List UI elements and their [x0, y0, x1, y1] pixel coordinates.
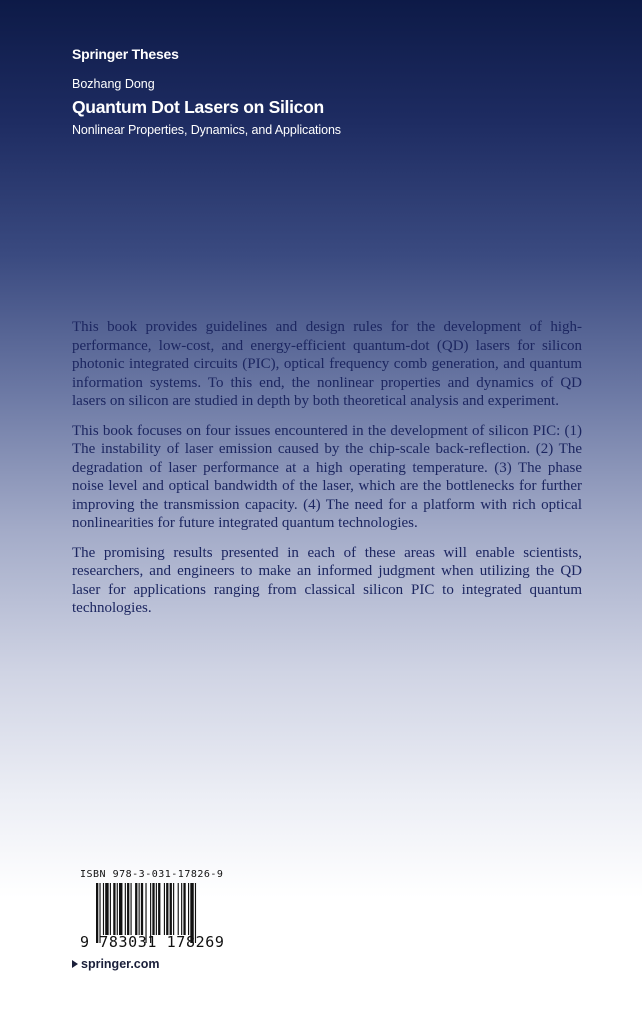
barcode-bar: [125, 883, 126, 935]
isbn-label: ISBN 978-3-031-17826-9: [80, 869, 224, 880]
barcode-bar: [181, 883, 182, 935]
barcode-bar: [141, 883, 143, 935]
isbn-barcode: [80, 869, 240, 951]
author-name: Bozhang Dong: [72, 77, 155, 91]
barcode-bar: [188, 883, 189, 935]
barcode-bar: [152, 883, 154, 935]
barcode-bar: [173, 883, 174, 935]
triangle-arrow-right-icon: [72, 960, 78, 968]
barcode-bar: [158, 883, 160, 935]
publisher-website[interactable]: [72, 957, 160, 971]
book-title: Quantum Dot Lasers on Silicon: [72, 97, 324, 117]
book-subtitle: Nonlinear Properties, Dynamics, and Applications: [72, 123, 341, 137]
barcode-bar: [164, 883, 165, 935]
barcode-bar: [139, 883, 140, 935]
barcode-bar: [156, 883, 157, 935]
barcode-bar: [117, 883, 118, 935]
blurb-paragraph-2: This book focuses on four issues encountered in the development of silicon PIC: (1) The instability of laser emission caused by the chip-scale back-reflection. (2) The degradation of laser performance at a high operating temperature. (3) The phase noise level and optical bandwidth of the laser, which are the bottlenecks for further improving the transmission capacity. (4) The need for a platform with rich optical nonlinearities for future integrated quantum technologies.: [72, 422, 582, 531]
blurb: [72, 318, 582, 629]
barcode-bar: [170, 883, 172, 935]
barcode-bar: [166, 883, 168, 935]
barcode-bar: [113, 883, 115, 935]
barcode-bar: [119, 883, 122, 935]
barcode-bar: [131, 883, 132, 935]
blurb-paragraph-1: This book provides guidelines and design rules for the development of high-performance, low-cost, and energy-efficient quantum-dot (QD) lasers for silicon photonic integrated circuits (PIC), optical frequency comb generation, and quantum information systems. To this end, the nonlinear properties and dynamics of QD lasers on silicon are studied in depth by both theoretical analysis and experiment.: [72, 319, 582, 409]
barcode-bar: [135, 883, 137, 935]
website-label: springer.com: [81, 957, 160, 971]
barcode-digits: 9 783031 178269: [80, 933, 225, 951]
series-name: Springer Theses: [72, 46, 179, 62]
blurb-paragraph-3: The promising results presented in each of these areas will enable scientists, researchers, and engineers to make an informed judgment when utilizing the QD laser for applications ranging from classical silicon PIC to integrated quantum technologies.: [72, 544, 582, 616]
barcode-bar: [110, 883, 111, 935]
barcode-bar: [127, 883, 129, 935]
barcode-bar: [105, 883, 108, 935]
barcode-bar: [183, 883, 185, 935]
barcode-bar: [103, 883, 104, 935]
barcode-bar: [178, 883, 179, 935]
